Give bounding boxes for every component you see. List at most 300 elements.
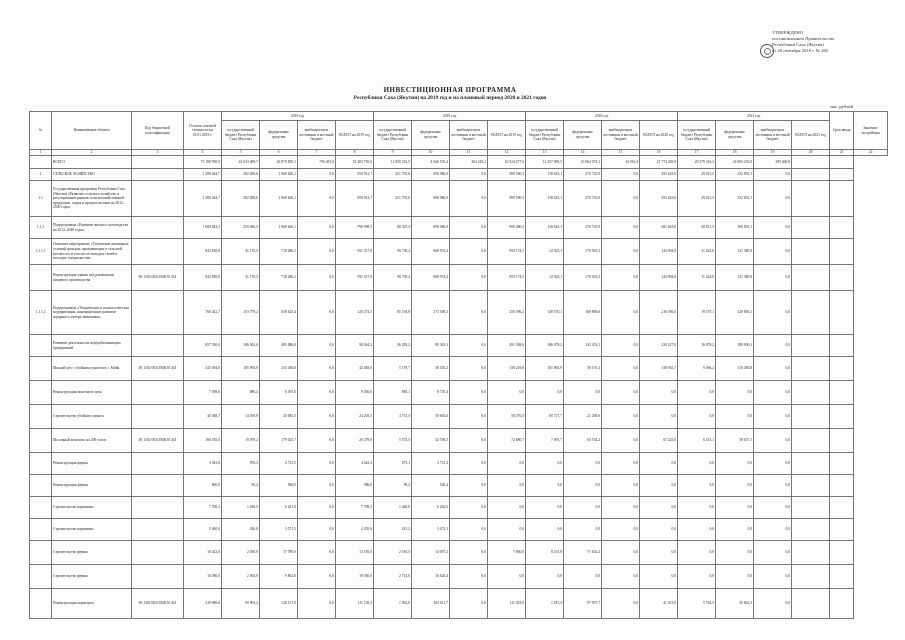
table-row [30,156,888,169]
amount-cell: 382 286,6 [222,169,260,181]
amount-cell: 0,0 [678,453,716,475]
amount-cell: 270 725,9 [564,181,602,217]
budget-code [132,497,184,519]
amount-cell: 0,0 [754,429,792,453]
table-row [30,335,888,357]
amount-cell: 0,0 [716,519,754,541]
row-number: 1.1.1.1 [30,239,52,265]
amount-cell: 41 451,0 [640,589,678,619]
amount-cell: 143 094,8 [640,239,678,265]
amount-cell: 26 879 850,1 [260,156,298,169]
budget-code [132,169,184,181]
amount-cell: 102 011,7 [412,589,450,619]
amount-cell: 63 764,2 [564,429,602,453]
amount-cell: 0,0 [450,565,488,589]
amount-cell: 0,0 [678,497,716,519]
amount-cell: 0,0 [716,541,754,565]
amount-cell: 10 064 974,1 [564,156,602,169]
amount-cell: 80 325,3 [374,217,412,239]
table-row [30,475,888,497]
customer-cell [830,453,854,475]
row-number [30,519,52,541]
amount-cell: 71 632,2 [564,541,602,565]
amount-cell: 270 725,9 [564,169,602,181]
amount-cell: 85 194,8 [374,291,412,335]
customer-cell [830,519,854,541]
amount-cell: 1 440,0 [374,497,412,519]
amount-cell: 0,0 [526,381,564,405]
amount-cell: 111 105,3 [336,589,374,619]
amount-cell: 0,0 [298,429,336,453]
amount-cell: 24 203,5 [336,405,374,429]
amount-cell: 2 714,6 [374,565,412,589]
amount-cell: 526,4 [412,475,450,497]
amount-cell: 0,0 [602,217,640,239]
amount-cell: 41 170,3 [222,239,260,265]
amount-cell: 0,0 [754,453,792,475]
budget-code: 00 1302 0821050010 414 [132,429,184,453]
header-year-2020: 2020 год [526,112,678,121]
start-year-cell [792,217,830,239]
approval-line: постановлением Правительства [772,36,835,41]
object-name: Строительство фермы [52,541,132,565]
amount-cell: 11 424,0 [678,265,716,291]
header-sub: ВСЕГО на 2019 год [488,121,526,150]
customer-cell [830,541,854,565]
amount-cell: 58 637,1 [716,429,754,453]
budget-code [132,181,184,217]
amount-cell: 153 779,2 [222,291,260,335]
amount-cell: 0,0 [298,497,336,519]
header-sub: государственный бюджет Республики Саха (Якутия) [678,121,716,150]
amount-cell: 170 933,3 [564,265,602,291]
customer-cell [830,589,854,619]
start-year-cell [792,239,830,265]
amount-cell: 251 755,6 [374,181,412,217]
amount-cell: 0,0 [298,181,336,217]
amount-cell: 0,0 [640,519,678,541]
budget-code: 00 1302 0821050010 414 [132,357,184,381]
amount-cell: 4 205,6 [336,519,374,541]
amount-cell: 5 764,5 [678,589,716,619]
amount-cell: 426,8 [222,519,260,541]
amount-cell: 118 645,1 [526,169,564,181]
amount-cell: 395 600,8 [754,156,792,169]
start-year-cell [792,475,830,497]
amount-cell: 0,0 [602,381,640,405]
amount-cell: 69 727,7 [526,405,564,429]
amount-cell: 7 860,0 [488,541,526,565]
amount-cell: 0,0 [754,475,792,497]
customer-cell [830,169,854,181]
amount-cell: 0,0 [602,357,640,381]
column-number: 8 [336,150,374,156]
header-year-2021: 2021 год [678,112,830,121]
budget-code [132,565,184,589]
amount-cell: 149 570,1 [526,291,564,335]
amount-cell: 118 645,1 [526,181,564,217]
amount-cell: 58 070,3 [488,405,526,429]
amount-cell: 0,0 [754,565,792,589]
amount-cell: 12 925,1 [526,265,564,291]
amount-cell: 0,0 [450,335,488,357]
amount-cell: 591 317,9 [336,265,374,291]
amount-cell: 0,0 [488,519,526,541]
amount-cell: 8 231,8 [526,541,564,565]
amount-cell: 230 227,0 [640,335,678,357]
column-number: 11 [450,150,488,156]
row-number [30,541,52,565]
amount-cell: 718 286,1 [260,239,298,265]
amount-cell: 0,0 [602,519,640,541]
table-row [30,429,888,453]
row-number: 1.1.1 [30,217,52,239]
investment-table [29,111,888,619]
object-name: Строительство коровника [52,497,132,519]
amount-cell: 0,0 [754,291,792,335]
amount-cell: 0,0 [564,497,602,519]
table-row [30,405,888,429]
amount-cell: 0,0 [298,169,336,181]
customer-cell [830,265,854,291]
amount-cell: 173 300,5 [412,291,450,335]
amount-cell: 0,0 [640,565,678,589]
start-year-cell [792,589,830,619]
approval-line: Республики Саха (Якутия) [772,42,824,47]
amount-cell: 0,0 [450,217,488,239]
budget-code: 00 1302 0821050010 414 [132,589,184,619]
customer-cell [830,156,854,169]
amount-cell: 1 280 444,7 [184,169,222,181]
amount-cell: 3 472,1 [412,519,450,541]
amount-cell: 6 413,1 [678,429,716,453]
amount-cell: 363 245,2 [450,156,488,169]
row-number [30,357,52,381]
amount-cell: 0,0 [450,357,488,381]
customer-cell [830,217,854,239]
row-number [30,405,52,429]
amount-cell: 0,0 [450,497,488,519]
amount-cell: 0,0 [754,169,792,181]
amount-cell: 67 225,0 [640,429,678,453]
amount-cell: 352 855,1 [716,181,754,217]
amount-cell: 7 091,7 [526,429,564,453]
amount-cell: 14 019,8 [222,405,260,429]
amount-cell: 35 842,3 [716,589,754,619]
start-year-cell [792,565,830,589]
column-number: 13 [526,150,564,156]
amount-cell: 413,2 [374,519,412,541]
object-name: Строительство коровника [52,519,132,541]
amount-cell: 9 056,6 [336,381,374,405]
customer-cell [830,335,854,357]
amount-cell: 16 078,2 [678,335,716,357]
amount-cell: 220 883,1 [716,291,754,335]
budget-code [132,291,184,335]
row-number [30,335,52,357]
amount-cell: 0,0 [450,265,488,291]
budget-code [132,475,184,497]
amount-cell: 873,1 [374,453,412,475]
amount-cell: 950 912,7 [336,169,374,181]
amount-cell: 883,1 [374,381,412,405]
customer-cell [830,497,854,519]
amount-cell: 0,0 [298,541,336,565]
amount-cell: 58 191,2 [564,357,602,381]
customer-cell [830,429,854,453]
amount-cell: 690 986,0 [412,217,450,239]
document-subtitle: Республики Саха (Якутия) на 2019 год и на плановый период 2020 и 2021 годов [353,95,547,101]
amount-cell: 19 197,1 [678,291,716,335]
table-row [30,589,888,619]
amount-cell: 0,0 [564,519,602,541]
amount-cell: 0,0 [602,475,640,497]
amount-cell: 106 378,2 [526,335,564,357]
budget-code [132,217,184,239]
amount-cell: 7 398,6 [184,381,222,405]
amount-cell: 0,0 [716,453,754,475]
amount-cell: 6 491,6 [260,381,298,405]
header-sub: федеральные средства [716,121,754,150]
amount-cell: 20 811,5 [678,217,716,239]
amount-cell: 118 645,1 [526,217,564,239]
amount-cell: 0,0 [298,405,336,429]
row-number [30,497,52,519]
amount-cell: 657 350,0 [184,335,222,357]
amount-cell: 790 455,8 [298,156,336,169]
row-number [30,265,52,291]
header-sub: федеральные средства [260,121,298,150]
header-sub: федеральные средства [564,121,602,150]
amount-cell: 959 174,5 [488,239,526,265]
header-sub: ВСЕГО на 2020 год [640,121,678,150]
amount-cell: 1 280 444,7 [184,181,222,217]
amount-cell: 72 680,7 [488,429,526,453]
table-row [30,181,888,217]
header-object: Наименование объекта [52,112,132,150]
amount-cell: 0,0 [602,453,640,475]
amount-cell: 495 886,0 [260,335,298,357]
amount-cell: 1 915,3 [526,589,564,619]
start-year-cell [792,169,830,181]
object-name: Молочный комплекс на 200 голов [52,429,132,453]
row-number [30,429,52,453]
amount-cell: 166 185,0 [184,429,222,453]
table-row [30,565,888,589]
amount-cell: 235 430,6 [260,357,298,381]
object-name: Строительство убойного пункта [52,405,132,429]
amount-cell: 0,0 [450,429,488,453]
amount-cell: 9 366,2 [678,357,716,381]
column-number: 22 [854,150,888,156]
amount-cell: 950 912,7 [336,181,374,217]
object-name: Государственная программа Республики Саха (Якутия) «Развитие сельского хозяйства и регулирование рынков сельскохозяйственной продукции, сырья и продовольствия на 2012–2020 годы» [52,181,132,217]
amount-cell: 40 368,7 [184,405,222,429]
amount-cell: 4 751,3 [374,405,412,429]
amount-cell: 959 174,5 [488,265,526,291]
amount-cell: 0,0 [754,265,792,291]
amount-cell: 591 317,9 [336,239,374,265]
column-number: 12 [488,150,526,156]
budget-code [132,156,184,169]
amount-cell: 0,0 [602,239,640,265]
column-number: 6 [260,150,298,156]
column-number: 17 [678,150,716,156]
amount-cell: 2 516,5 [374,541,412,565]
amount-cell: 24 633 489,7 [222,156,260,169]
table-row [30,381,888,405]
amount-cell: 0,0 [678,519,716,541]
approval-stamp [772,30,882,54]
start-year-cell [792,335,830,357]
amount-cell: 1 068 626,1 [260,169,298,181]
amount-cell: 3 943,8 [184,453,222,475]
budget-code [132,541,184,565]
approval-line: УТВЕРЖДЕНО [772,30,804,35]
amount-cell: 395 643,0 [640,169,678,181]
column-number: 20 [792,150,830,156]
amount-cell: 0,0 [526,453,564,475]
amount-cell: 16 524 677,6 [488,156,526,169]
amount-cell: 20 279,0 [336,429,374,453]
amount-cell: 239 096,0 [184,589,222,619]
units-label: тыс. рублей [830,104,853,109]
amount-cell: 301 643,6 [640,217,678,239]
amount-cell: 0,0 [716,381,754,405]
amount-cell: 395 643,0 [640,181,678,217]
amount-cell: 0,0 [602,169,640,181]
amount-cell: 0,0 [602,405,640,429]
object-name: Реконструкция здания под размещение пищевого производства [52,265,132,291]
amount-cell: 909 580,3 [488,169,526,181]
amount-cell: 790 909,5 [336,217,374,239]
column-number: 5 [222,150,260,156]
amount-cell: 0,0 [298,335,336,357]
amount-cell: 90,2 [222,475,260,497]
amount-cell: 668 974,4 [412,239,450,265]
amount-cell: 30 665,6 [412,405,450,429]
amount-cell: 0,0 [298,265,336,291]
table-row [30,497,888,519]
amount-cell: 0,0 [564,475,602,497]
amount-cell: 251 755,6 [374,169,412,181]
amount-cell: 110 485,8 [716,357,754,381]
customer-cell [830,181,854,217]
amount-cell: 0,0 [678,541,716,565]
start-year-cell [792,453,830,475]
amount-cell: 45 082,5 [260,405,298,429]
amount-cell: 1 852,0 [374,589,412,619]
amount-cell: 0,0 [298,239,336,265]
amount-cell: 32 706,5 [412,429,450,453]
column-number: 19 [754,150,792,156]
amount-cell: 160 800,6 [564,291,602,335]
budget-code [132,453,184,475]
header-start-year: Срок ввода [830,112,854,150]
amount-cell: 90 730,4 [374,239,412,265]
table-row [30,453,888,475]
amount-cell: 24 903 255,0 [716,156,754,169]
amount-cell: 7 700,2 [184,497,222,519]
amount-cell: 34 016,4 [602,156,640,169]
amount-cell: 668 974,4 [412,265,450,291]
amount-cell: 843 830,8 [184,239,222,265]
amount-cell: 909 480,3 [488,217,526,239]
amount-cell: 0,0 [488,381,526,405]
object-name: Подпрограмма «Развитие мясного скотоводства на 2012–2020 годы» [52,217,132,239]
amount-cell: 0,0 [640,475,678,497]
amount-cell: 0,0 [526,475,564,497]
amount-cell: 16 625,4 [412,565,450,589]
amount-cell: 128 157,0 [260,589,298,619]
amount-cell: 11 858 523,5 [374,156,412,169]
amount-cell: 120 274,5 [336,291,374,335]
amount-cell: 909 580,3 [488,181,526,217]
amount-cell: 0,0 [298,475,336,497]
amount-cell: 0,0 [450,381,488,405]
amount-cell: 29 279 316,2 [678,156,716,169]
amount-cell: 0,0 [488,565,526,589]
column-number: 10 [412,150,450,156]
amount-cell: 7 709,3 [336,497,374,519]
amount-cell: 0,0 [716,497,754,519]
amount-cell: 16 422,0 [184,541,222,565]
amount-cell: 0,0 [602,541,640,565]
amount-cell: 11 457 083,5 [526,156,564,169]
amount-cell: 29 021,5 [678,169,716,181]
amount-cell: 8 710,4 [412,381,450,405]
column-number: 4 [184,150,222,156]
customer-cell [830,381,854,405]
amount-cell: 0,0 [716,405,754,429]
object-name: Реконструкция фермы [52,475,132,497]
header-year-2019: 2019 год [222,112,374,121]
customer-cell [830,565,854,589]
budget-code [132,381,184,405]
amount-cell: 138 945,7 [640,357,678,381]
object-name: Подпрограмма «Техническая и технологическая модернизация, инновационное развитие аграрного сектора экономики» [52,291,132,335]
header-sub: федеральные средства [412,121,450,150]
amount-cell: 21 200,6 [564,405,602,429]
amount-cell: 97 957,7 [564,589,602,619]
table-row [30,217,888,239]
amount-cell: 0,0 [488,497,526,519]
amount-cell: 0,0 [298,381,336,405]
amount-cell: 101 863,9 [526,357,564,381]
amount-cell: 690 986,0 [412,181,450,217]
amount-cell: 0,0 [716,475,754,497]
amount-cell: 1 068 626,1 [260,217,298,239]
amount-cell: 0,0 [298,453,336,475]
amount-cell: 170 933,3 [564,239,602,265]
amount-cell: 3 571,5 [260,519,298,541]
object-name: Мясной цех с убойным пунктом в с. Майя [52,357,132,381]
amount-cell: 0,0 [298,519,336,541]
budget-code [132,405,184,429]
amount-cell: 105 994,0 [222,357,260,381]
amount-cell: 0,0 [450,181,488,217]
amount-cell: 0,0 [754,357,792,381]
amount-cell: 52 303 795,6 [336,156,374,169]
column-number: 2 [52,150,132,156]
start-year-cell [792,541,830,565]
amount-cell: 300 853,1 [716,217,754,239]
amount-cell: 106 562,0 [222,335,260,357]
amount-cell: 19 050,0 [336,565,374,589]
amount-cell: 6 261,0 [260,497,298,519]
header-sub: внебюджетные источники и местный бюджет [298,121,336,150]
document-title: ИНВЕСТИЦИОННАЯ ПРОГРАММА [383,86,517,94]
